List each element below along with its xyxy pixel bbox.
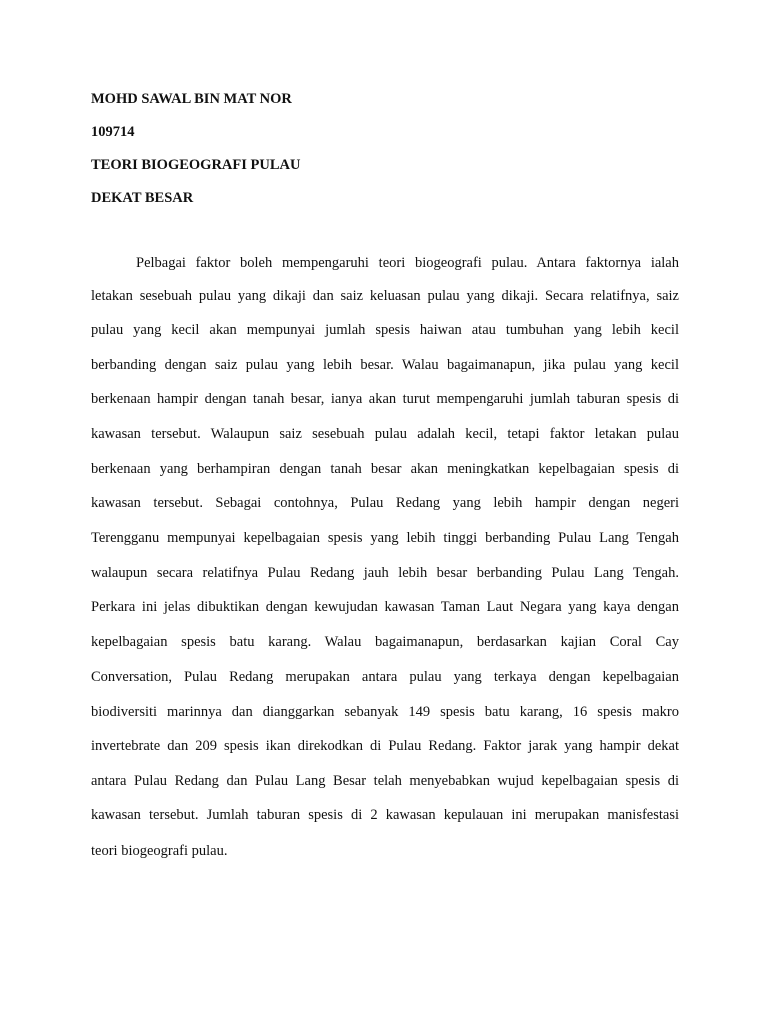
paragraph-line: kepelbagaian spesis batu karang. Walau bagaimanapun, berdasarkan kajian Coral Cay bbox=[91, 634, 679, 650]
paragraph-line: letakan sesebuah pulau yang dikaji dan saiz keluasan pulau yang dikaji. Secara relatifnya, saiz bbox=[91, 288, 679, 304]
document-title: TEORI BIOGEOGRAFI PULAU bbox=[91, 157, 301, 173]
author-name: MOHD SAWAL BIN MAT NOR bbox=[91, 91, 292, 107]
paragraph-line: berkenaan hampir dengan tanah besar, ianya akan turut mempengaruhi jumlah taburan spesis di bbox=[91, 391, 679, 407]
paragraph-line: kawasan tersebut. Sebagai contohnya, Pulau Redang yang lebih hampir dengan negeri bbox=[91, 495, 679, 511]
student-id: 109714 bbox=[91, 124, 135, 140]
paragraph-line: pulau yang kecil akan mempunyai jumlah spesis haiwan atau tumbuhan yang lebih kecil bbox=[91, 322, 679, 338]
paragraph-line: Terengganu mempunyai kepelbagaian spesis yang lebih tinggi berbanding Pulau Lang Tengah bbox=[91, 530, 679, 546]
paragraph-line: invertebrate dan 209 spesis ikan direkodkan di Pulau Redang. Faktor jarak yang hampir dekat bbox=[91, 738, 679, 754]
paragraph-line: biodiversiti marinnya dan dianggarkan sebanyak 149 spesis batu karang, 16 spesis makro bbox=[91, 704, 679, 720]
paragraph-line: berbanding dengan saiz pulau yang lebih besar. Walau bagaimanapun, jika pulau yang kecil bbox=[91, 357, 679, 373]
paragraph-line: walaupun secara relatifnya Pulau Redang jauh lebih besar berbanding Pulau Lang Tengah. bbox=[91, 565, 679, 581]
paragraph-line: antara Pulau Redang dan Pulau Lang Besar telah menyebabkan wujud kepelbagaian spesis di bbox=[91, 773, 679, 789]
paragraph-line: kawasan tersebut. Walaupun saiz sesebuah pulau adalah kecil, tetapi faktor letakan pulau bbox=[91, 426, 679, 442]
paragraph-line: berkenaan yang berhampiran dengan tanah besar akan meningkatkan kepelbagaian spesis di bbox=[91, 461, 679, 477]
paragraph-line: Pelbagai faktor boleh mempengaruhi teori biogeografi pulau. Antara faktornya ialah bbox=[136, 255, 679, 271]
paragraph-line: teori biogeografi pulau. bbox=[91, 843, 228, 859]
paragraph-line: Conversation, Pulau Redang merupakan antara pulau yang terkaya dengan kepelbagaian bbox=[91, 669, 679, 685]
paragraph-line: Perkara ini jelas dibuktikan dengan kewujudan kawasan Taman Laut Negara yang kaya dengan bbox=[91, 599, 679, 615]
paragraph-line: kawasan tersebut. Jumlah taburan spesis di 2 kawasan kepulauan ini merupakan manisfestasi bbox=[91, 807, 679, 823]
document-subtitle: DEKAT BESAR bbox=[91, 190, 194, 206]
